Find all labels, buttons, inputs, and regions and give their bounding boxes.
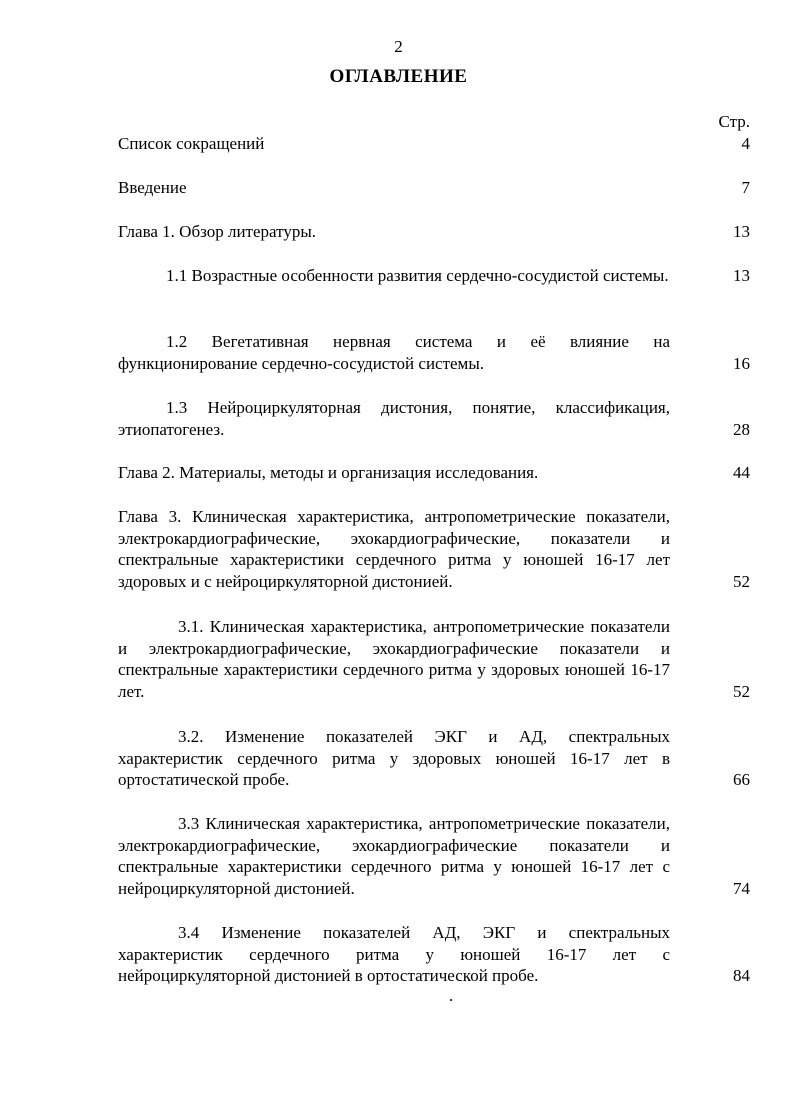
toc-entry-page: 13 (733, 266, 750, 285)
toc-entry (118, 331, 750, 374)
toc-entry (118, 922, 750, 987)
toc-entry (118, 397, 750, 440)
toc-entry-text: 1.3 Нейроциркуляторная дистония, понятие, классификация, этиопатогенез. (118, 398, 670, 439)
toc-entry (118, 726, 750, 791)
toc-entry-text: 1.2 Вегетативная нервная система и её влияние на функционирование сердечно-сосудистой системы. (118, 332, 670, 373)
toc-entry-page: 13 (733, 222, 750, 241)
page-number: 2 (394, 37, 403, 56)
toc-entry (118, 506, 750, 592)
toc-entry (118, 221, 750, 243)
toc-entry-page: 74 (733, 878, 750, 898)
toc-entry-page: 16 (733, 353, 750, 373)
toc-entry-text: Глава 2. Материалы, методы и организация исследования. (118, 463, 539, 482)
toc-entry (118, 813, 750, 899)
toc-entry-page: 52 (733, 571, 750, 591)
toc-entry (118, 177, 750, 199)
dot-mark: . (449, 986, 454, 1005)
toc-entry-text: Введение (118, 178, 187, 197)
toc-entry-page: 52 (733, 681, 750, 701)
toc-entry-page: 84 (733, 966, 750, 985)
toc-entry-text: 3.2. Изменение показателей ЭКГ и АД, спектральных характеристик сердечного ритма у здоровых юношей 16-17 лет в ортостатической пробе. (118, 727, 670, 789)
page-column-label: Стр. (718, 112, 750, 131)
toc-entry-page: 28 (733, 419, 750, 439)
toc-entry (118, 462, 750, 484)
toc-title: ОГЛАВЛЕНИЕ (329, 66, 468, 87)
toc-entry-text: 3.1. Клиническая характеристика, антропометрические показатели и электрокардиографические, эхокардиографические показатели и спектральные характеристики сердечного ритма у здоровых юношей 16-17 лет. (118, 617, 670, 701)
toc-entry-text: 3.4 Изменение показателей АД, ЭКГ и спектральных характеристик сердечного ритма у юношей 16-17 лет с нейроциркуляторной дистонией в ортостатической пробе. (118, 923, 670, 985)
toc-entry-page: 4 (741, 134, 750, 153)
toc-entry-text: 3.3 Клиническая характеристика, антропометрические показатели, электрокардиографические, эхокардиографические показатели и спектральные характеристики сердечного ритма у юношей 16-17 лет с нейроциркуляторной дистонией. (118, 814, 670, 898)
toc-entry-page: 7 (741, 178, 750, 197)
toc-entry-text: 1.1 Возрастные особенности развития сердечно-сосудистой системы. (166, 266, 669, 285)
toc-entry-page: 44 (733, 463, 750, 482)
toc-entry-text: Глава 1. Обзор литературы. (118, 222, 317, 241)
toc-entry (118, 133, 750, 155)
toc-entry (118, 616, 750, 702)
toc-entry (118, 265, 750, 287)
toc-entry-text: Глава 3. Клиническая характеристика, антропометрические показатели, электрокардиографические, эхокардиографические, показатели и спектральные характеристики сердечного ритма у юношей 16-17 лет здоровых и с нейроциркуляторной дистонией. (118, 507, 670, 591)
toc-entry-page: 66 (733, 770, 750, 789)
toc-entry-text: Список сокращений (118, 134, 265, 153)
